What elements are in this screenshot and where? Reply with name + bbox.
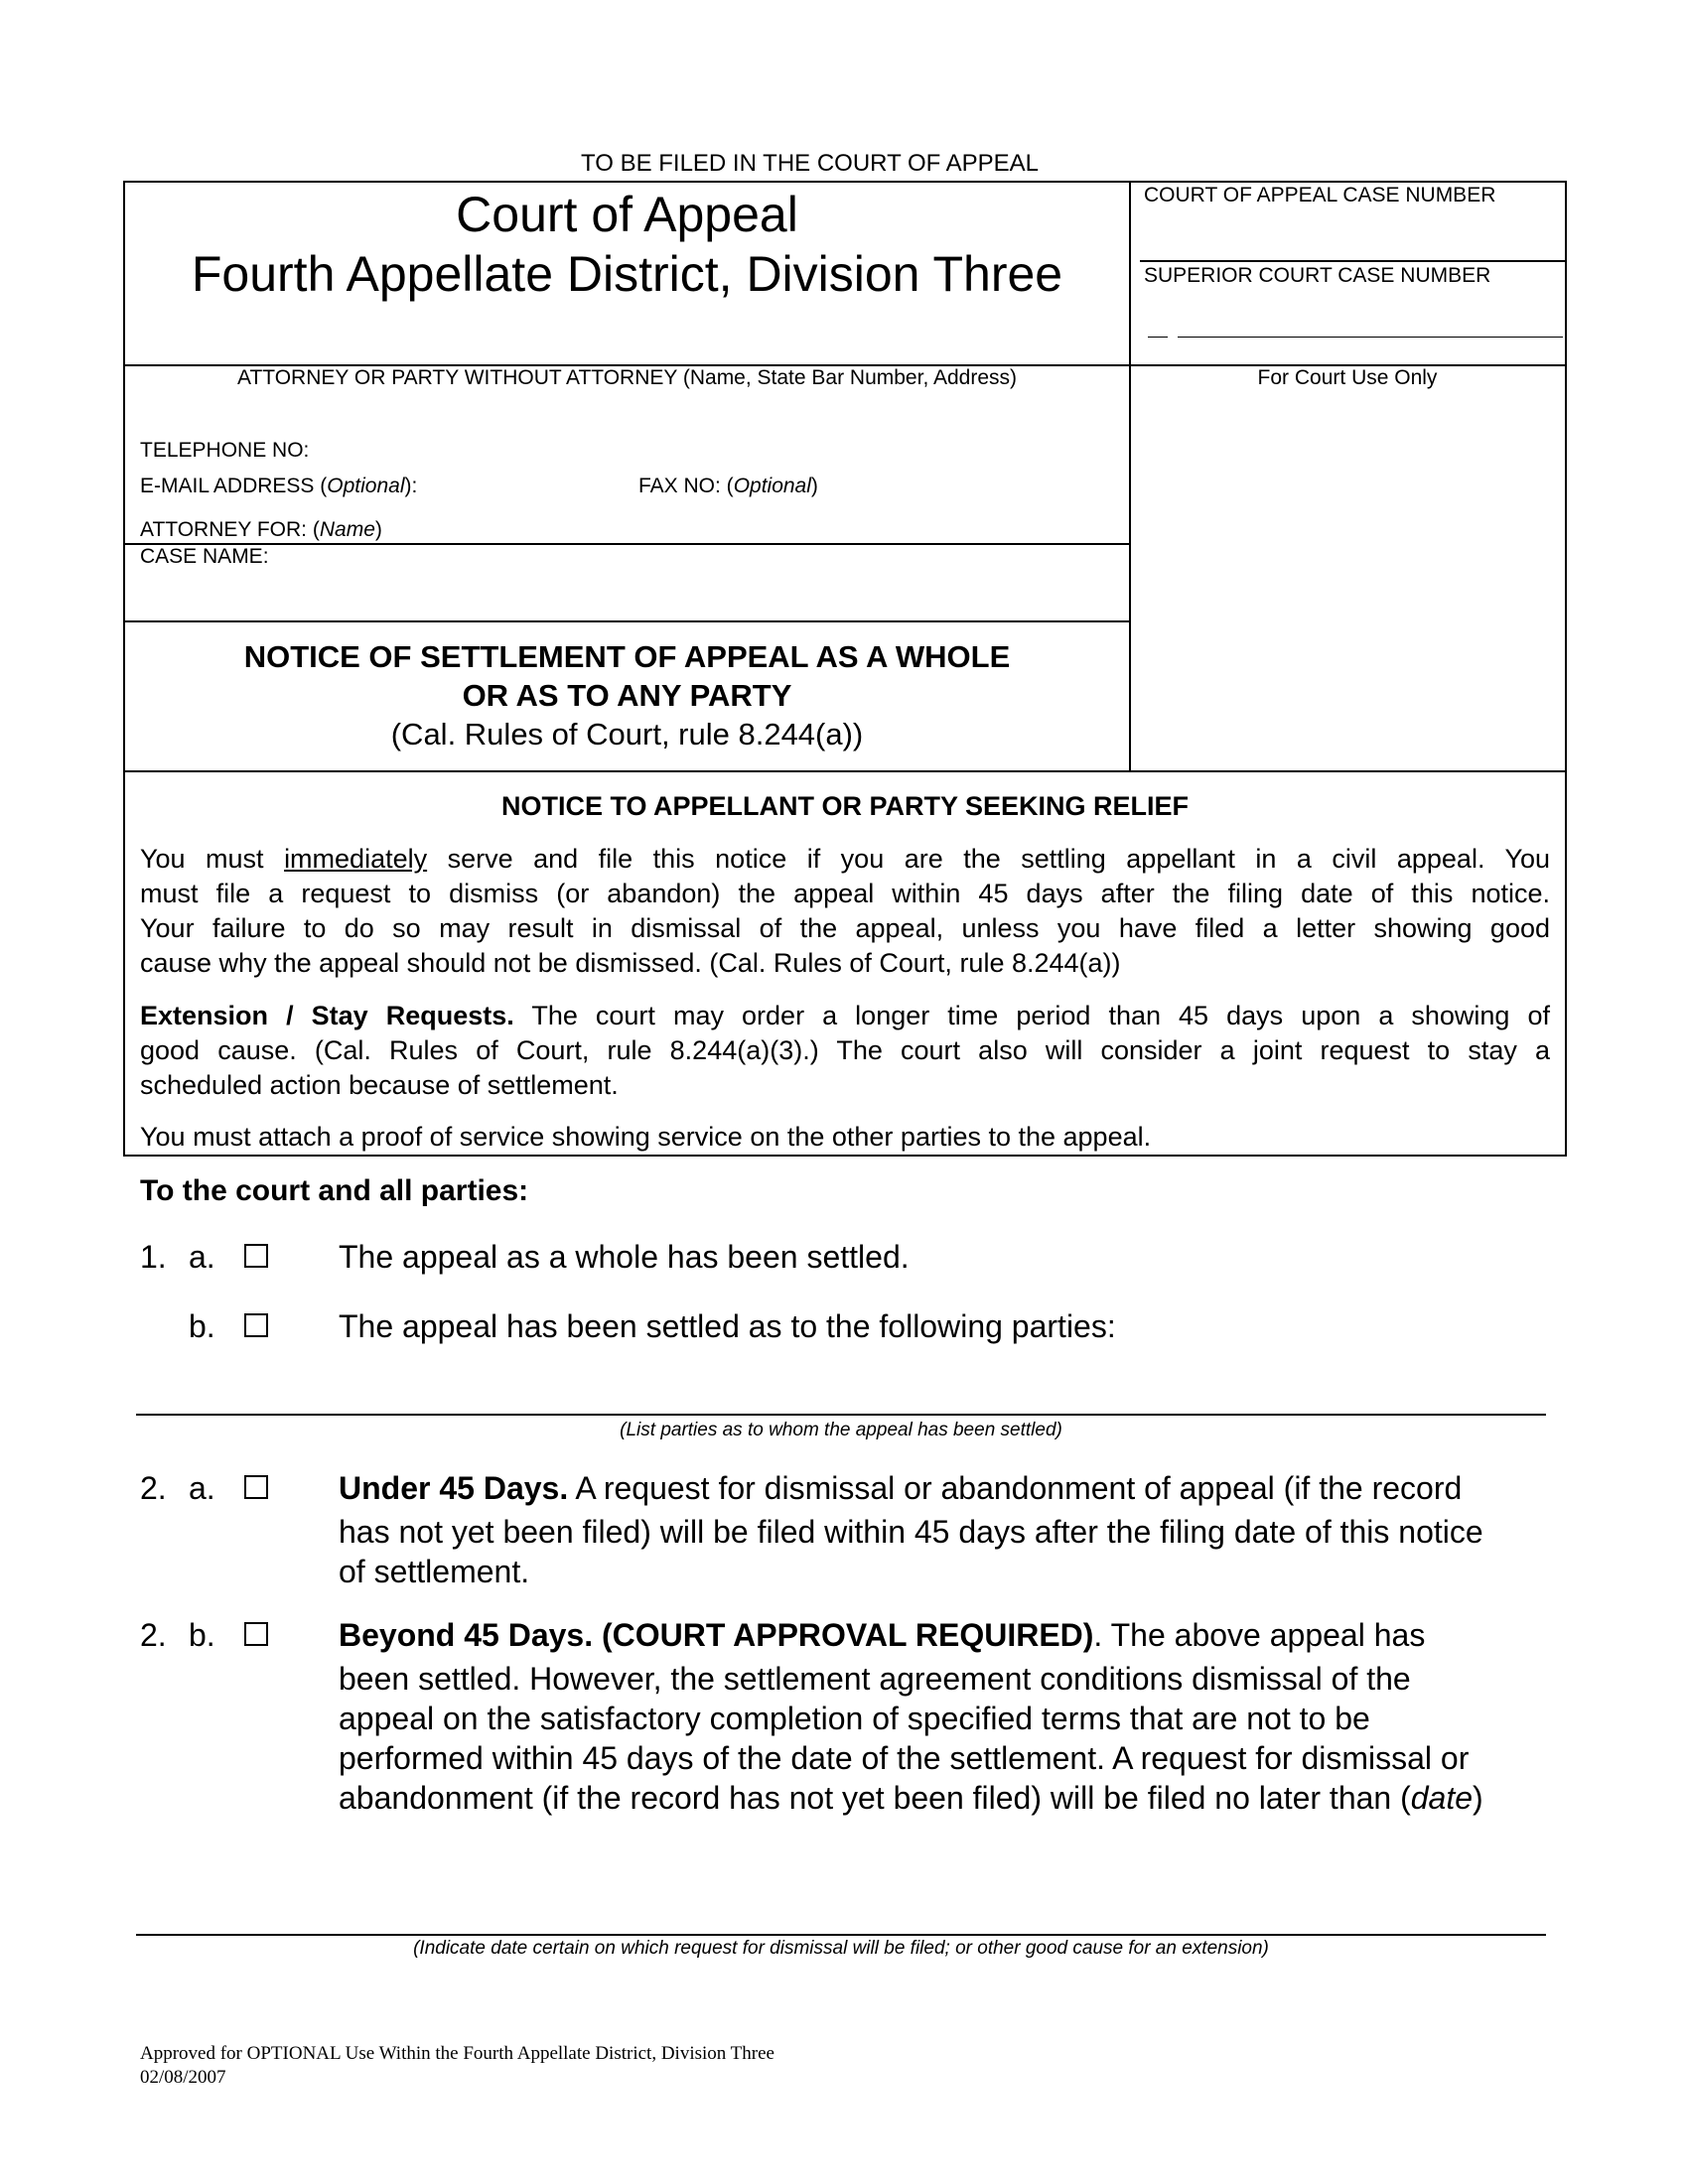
case-name-bottom-divider (124, 620, 1130, 622)
date-field[interactable] (136, 1866, 1546, 1932)
appeal-case-number-field[interactable] (1140, 212, 1562, 257)
form-title-line1: NOTICE OF SETTLEMENT OF APPEAL AS A WHOLE (243, 639, 1011, 674)
item-1b-text: The appeal has been settled as to the following parties: (339, 1308, 1116, 1344)
salutation: To the court and all parties: (140, 1174, 529, 1207)
parties-underline (136, 1414, 1546, 1416)
notice-heading: NOTICE TO APPELLANT OR PARTY SEEKING RELIEF (500, 791, 1190, 821)
case-name-top-divider (124, 543, 1130, 545)
item-2b-text: Beyond 45 Days. (COURT APPROVAL REQUIRED). The above appeal has been settled. However, the settlement agreement conditions dismissal of the appeal on the satisfactory completion of specified terms that are not to be performed within 45 days of the date of the settlement. A request for dismissal or abandonment (if the record has not yet been filed) will be filed no later than (date) (339, 1617, 1483, 1816)
telephone-label: TELEPHONE NO: (140, 439, 310, 462)
item-2a-checkbox[interactable] (244, 1475, 268, 1499)
box-right-border (1565, 181, 1567, 1157)
filed-note: TO BE FILED IN THE COURT OF APPEAL (581, 150, 1040, 177)
item-1a-checkbox[interactable] (244, 1244, 268, 1268)
court-name: Court of Appeal (456, 187, 798, 242)
item-2b-number: 2. (140, 1617, 167, 1653)
item-1b-checkbox[interactable] (244, 1313, 268, 1337)
parties-caption: (List parties as to whom the appeal has been settled) (620, 1420, 1062, 1440)
appeal-case-number-label: COURT OF APPEAL CASE NUMBER (1144, 184, 1496, 206)
item-1a-letter: a. (189, 1239, 215, 1275)
title-bottom-divider (124, 770, 1566, 772)
item-2b-checkbox[interactable] (244, 1622, 268, 1646)
attorney-info-field[interactable] (137, 395, 1120, 435)
footer-date: 02/08/2007 (140, 2067, 226, 2088)
attorney-for-label: ATTORNEY FOR: (Name) (140, 518, 382, 541)
superior-case-number-underline (1178, 337, 1563, 338)
item-1a-text: The appeal as a whole has been settled. (339, 1239, 910, 1275)
notice-paragraph-2: Extension / Stay Requests. The court may order a longer time period than 45 days upon a showing of good cause. (Cal. Rules of Court, rule 8.244(a)(3).) The court also will consider a joint request to stay a scheduled action because of settlement. (140, 1001, 1551, 1100)
footer-approved: Approved for OPTIONAL Use Within the Fourth Appellate District, Division Three (140, 2043, 774, 2064)
parties-field[interactable] (136, 1360, 1546, 1412)
item-2a-letter: a. (189, 1470, 215, 1506)
form-title-line2: OR AS TO ANY PARTY (462, 678, 792, 713)
box-top-border (124, 181, 1566, 183)
item-2b-letter: b. (189, 1617, 215, 1653)
item-1b-letter: b. (189, 1308, 215, 1344)
form-title-rule: (Cal. Rules of Court, rule 8.244(a)) (390, 717, 864, 751)
case-name-label: CASE NAME: (140, 545, 269, 568)
superior-case-number-label: SUPERIOR COURT CASE NUMBER (1144, 264, 1491, 287)
court-use-label: For Court Use Only (1257, 366, 1438, 389)
box-bottom-border (124, 1155, 1566, 1157)
date-caption: (Indicate date certain on which request for dismissal will be filed; or other good cause for an extension) (413, 1938, 1269, 1959)
appeal-case-number-underline (1140, 260, 1565, 262)
superior-case-number-field[interactable] (1140, 294, 1562, 334)
item-2a-text: Under 45 Days. A request for dismissal or abandonment of appeal (if the record has not yet been filed) will be filed within 45 days after the filing date of this notice of settlement. (339, 1470, 1483, 1589)
case-name-field[interactable] (137, 570, 1120, 614)
attorney-header: ATTORNEY OR PARTY WITHOUT ATTORNEY (Name, State Bar Number, Address) (237, 366, 1017, 389)
item-2a-number: 2. (140, 1470, 167, 1506)
notice-paragraph-3: You must attach a proof of service showing service on the other parties to the appeal. (140, 1122, 1152, 1152)
court-district: Fourth Appellate District, Division Three (191, 246, 1063, 302)
superior-case-number-dash (1148, 337, 1168, 338)
item-1-number: 1. (140, 1239, 167, 1275)
email-label: E-MAIL ADDRESS (Optional): (140, 475, 418, 497)
notice-paragraph-1: You must immediately serve and file this notice if you are the settling appellant in a civil appeal. You must file a request to dismiss (or abandon) the appeal within 45 days after the filing date of this notice. Your failure to do so may result in dismissal of the appeal, unless you have filed a letter showing good cause why the appeal should not be dismissed. (Cal. Rules of Court, rule 8.244(a)) (140, 844, 1551, 978)
fax-label: FAX NO: (Optional) (638, 475, 818, 497)
date-underline (136, 1934, 1546, 1936)
